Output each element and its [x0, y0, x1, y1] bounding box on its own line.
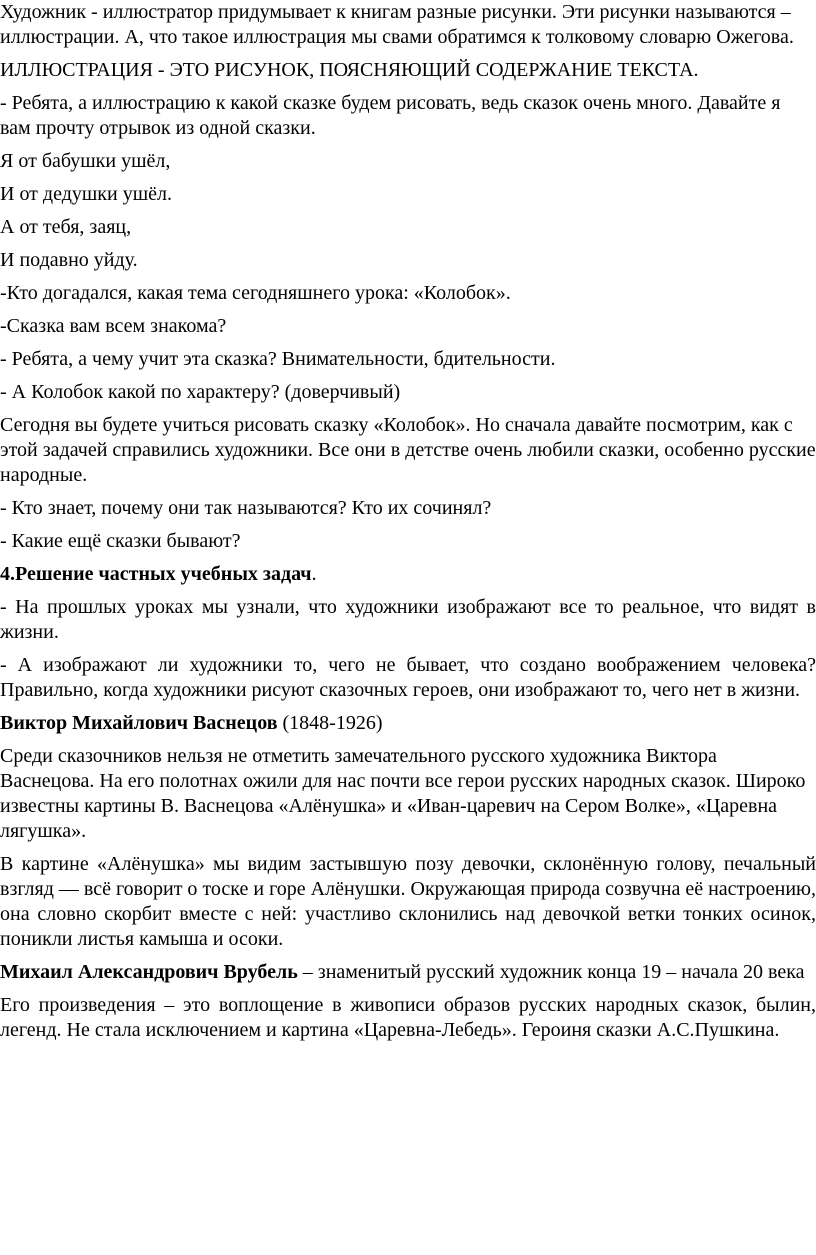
vrubel-description: – знаменитый русский художник конца 19 – начала 20 века — [297, 961, 805, 983]
poem-line-2: И от дедушки ушёл. — [0, 183, 172, 205]
today-paragraph: Сегодня вы будете учиться рисовать сказку «Колобок». Но сначала давайте посмотрим, как с этой задачей справились художники. Все они в детстве очень любили сказки, особенно русские народные. — [0, 414, 816, 486]
section-4-period: . — [311, 563, 317, 585]
lesson-paragraph: - Ребята, а чему учит эта сказка? Внимательности, бдительности. — [0, 348, 556, 370]
familiar-paragraph: -Сказка вам всем знакома? — [0, 315, 227, 337]
poem-line-3: А от тебя, заяц, — [0, 216, 132, 238]
who-knows-paragraph: - Кто знает, почему они так называются? Кто их сочинял? — [0, 497, 492, 519]
vrubel-works-paragraph: Его произведения – это воплощение в живописи образов русских народных сказок, былин, легенд. Не стала исключением и картина «Царевна-Лебедь». Героиня сказки А.С.Пушкина. — [0, 994, 816, 1041]
other-tales-paragraph: - Какие ещё сказки бывают? — [0, 530, 241, 552]
character-paragraph: - А Колобок какой по характеру? (доверчивый) — [0, 381, 401, 403]
definition-paragraph: ИЛЛЮСТРАЦИЯ - ЭТО РИСУНОК, ПОЯСНЯЮЩИЙ СОДЕРЖАНИЕ ТЕКСТА. — [0, 59, 699, 81]
section-4-title: 4.Решение частных учебных задач — [0, 563, 312, 585]
question-paragraph: - Ребята, а иллюстрацию к какой сказке будем рисовать, ведь сказок очень много. Давайте я вам прочту отрывок из одной сказки. — [0, 92, 781, 139]
vrubel-heading — [0, 960, 816, 985]
alyonushka-paragraph: В картине «Алёнушка» мы видим застывшую позу девочки, склонённую голову, печальный взгляд — всё говорит о тоске и горе Алёнушки. Окружающая природа созвучна её настроению, она словно скорбит вместе с ней: участливо склонились над девочкой ветки тонких осинок, поникли листья камыша и осоки. — [0, 853, 816, 950]
topic-paragraph: -Кто догадался, какая тема сегодняшнего урока: «Колобок». — [0, 282, 511, 304]
imagination-paragraph: - А изображают ли художники то, чего не бывает, что создано воображением человека? Правильно, когда художники рисуют сказочных героев, они изображают то, чего нет в жизни. — [0, 654, 816, 701]
vasnetsov-name: Виктор Михайлович Васнецов — [0, 712, 278, 734]
poem-line-4: И подавно уйду. — [0, 249, 138, 271]
previous-lessons-paragraph: - На прошлых уроках мы узнали, что художники изображают все то реальное, что видят в жизни. — [0, 596, 816, 643]
vasnetsov-heading — [0, 711, 816, 736]
section-4-heading — [0, 562, 816, 587]
intro-paragraph: Художник - иллюстратор придумывает к книгам разные рисунки. Эти рисунки называются – иллюстрации. А, что такое иллюстрация мы свами обратимся к толковому словарю Ожегова. — [0, 1, 794, 48]
vasnetsov-paragraph: Среди сказочников нельзя не отметить замечательного русского художника Виктора Васнецова. На его полотнах ожили для нас почти все герои русских народных сказок. Широко известны картины В. Васнецова «Алёнушка» и «Иван-царевич на Сером Волке», «Царевна лягушка». — [0, 745, 806, 842]
vasnetsov-years: (1848-1926) — [277, 712, 383, 734]
vrubel-name: Михаил Александрович Врубель — [0, 961, 298, 983]
poem-line-1: Я от бабушки ушёл, — [0, 150, 171, 172]
